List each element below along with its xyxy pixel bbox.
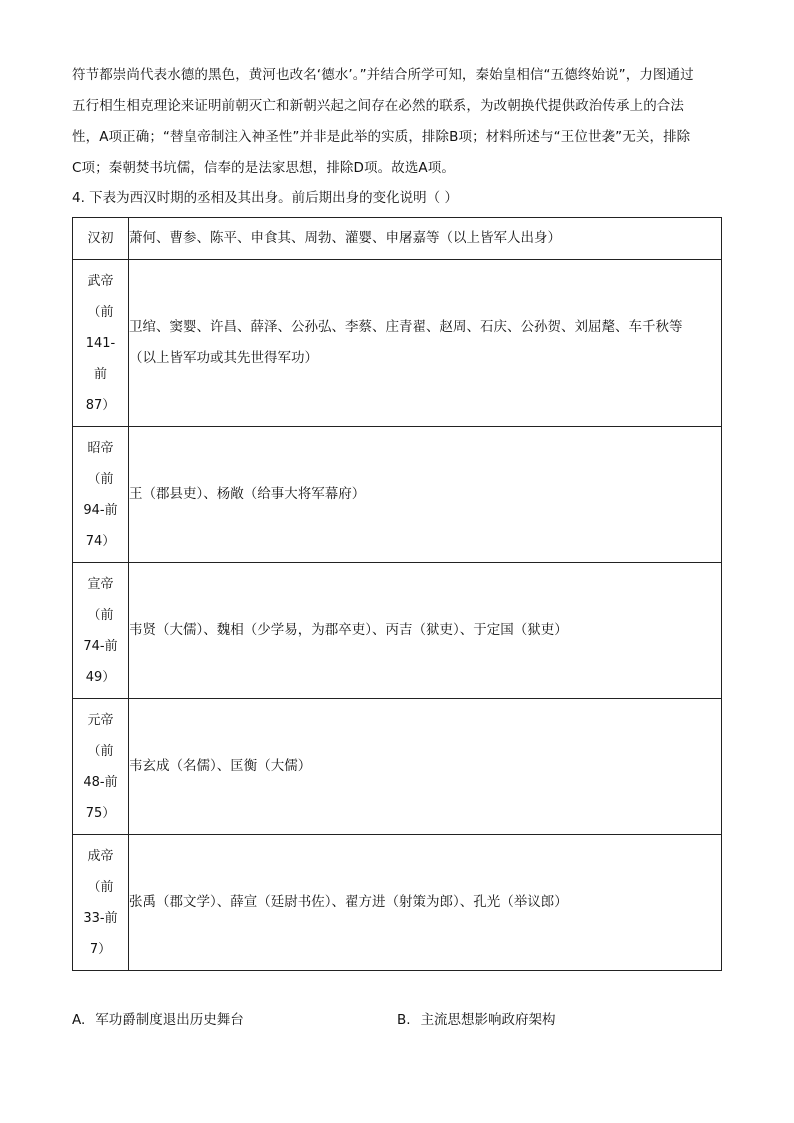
table-row: [73, 260, 722, 427]
content-cell: [129, 563, 722, 699]
table-row: [73, 563, 722, 699]
era-cell: [73, 699, 129, 835]
paragraph-line: 符节都崇尚代表水德的黑色，黄河也改名‘德水’。”并结合所学可知，秦始皇相信“五德终始说”，力图通过: [72, 67, 694, 83]
explanation-paragraph: [72, 60, 722, 184]
option-b[interactable]: [397, 1008, 556, 1028]
option-text: 主流思想影响政府架构: [420, 1012, 556, 1028]
era-line: 成帝: [87, 848, 114, 864]
content-cell: [129, 218, 722, 260]
paragraph-line: 五行相生相克理论来证明前朝灭亡和新朝兴起之间存在必然的联系，为改朝换代提供政治传承上的合法: [72, 98, 684, 114]
content-line: 韦玄成（名儒）、匡衡（大儒）: [129, 758, 312, 774]
content-cell: [129, 427, 722, 563]
era-cell: [73, 218, 129, 260]
era-line: 前: [93, 366, 107, 382]
paragraph-line: 性，A项正确；“替皇帝制注入神圣性”并非是此举的实质，排除B项；材料所述与“王位世袭”无关，排除: [72, 129, 691, 145]
era-line: 74）: [85, 533, 116, 549]
era-cell: [73, 427, 129, 563]
era-cell: [73, 563, 129, 699]
paragraph-line: C项；秦朝焚书坑儒，信奉的是法家思想，排除D项。故选A项。: [72, 160, 455, 176]
era-line: 75）: [85, 805, 116, 821]
era-line: 87）: [85, 397, 116, 413]
era-line: 33-前: [83, 910, 118, 926]
option-letter: B.: [397, 1012, 411, 1028]
option-letter: A.: [72, 1012, 86, 1028]
era-line: （前: [87, 607, 114, 623]
era-line: 武帝: [87, 273, 114, 289]
content-line: （以上皆军功或其先世得军功）: [129, 350, 318, 366]
table-row: [73, 427, 722, 563]
content-line: 张禹（郡文学）、薛宣（廷尉书佐）、翟方进（射策为郎）、孔光（举议郎）: [129, 894, 568, 910]
table-row: [73, 835, 722, 971]
era-line: 昭帝: [87, 440, 114, 456]
content-cell: [129, 699, 722, 835]
content-line: 韦贤（大儒）、魏相（少学易，为郡卒吏）、丙吉（狱吏）、于定国（狱吏）: [129, 622, 568, 638]
era-line: 元帝: [87, 712, 114, 728]
content-line: 卫绾、窦婴、许昌、薛泽、公孙弘、李蔡、庄青翟、赵周、石庆、公孙贺、刘屈氂、车千秋等: [129, 319, 683, 335]
era-line: 94-前: [83, 502, 118, 518]
question-stem: 4. 下表为西汉时期的丞相及其出身。前后期出身的变化说明（ ）: [72, 190, 458, 206]
era-line: 74-前: [83, 638, 118, 654]
content-line: 萧何、曹参、陈平、申食其、周勃、灌婴、申屠嘉等（以上皆军人出身）: [129, 230, 561, 246]
era-line: 汉初: [87, 231, 114, 246]
era-line: 141-: [85, 335, 116, 351]
chancellor-table: [72, 217, 722, 971]
era-line: 7）: [89, 941, 112, 957]
option-a[interactable]: [72, 1008, 244, 1028]
era-line: （前: [87, 743, 114, 759]
era-line: （前: [87, 879, 114, 895]
table-row: [73, 218, 722, 260]
era-line: 宣帝: [87, 576, 114, 592]
content-cell: [129, 260, 722, 427]
era-cell: [73, 260, 129, 427]
era-line: 49）: [85, 669, 116, 685]
era-line: （前: [87, 471, 114, 487]
content-line: 王（郡县吏）、杨敞（给事大将军幕府）: [129, 486, 366, 502]
era-line: （前: [87, 304, 114, 320]
table-row: [73, 699, 722, 835]
era-line: 48-前: [83, 774, 118, 790]
era-cell: [73, 835, 129, 971]
content-cell: [129, 835, 722, 971]
option-text: 军功爵制度退出历史舞台: [95, 1012, 244, 1028]
answer-options: [72, 1008, 722, 1030]
